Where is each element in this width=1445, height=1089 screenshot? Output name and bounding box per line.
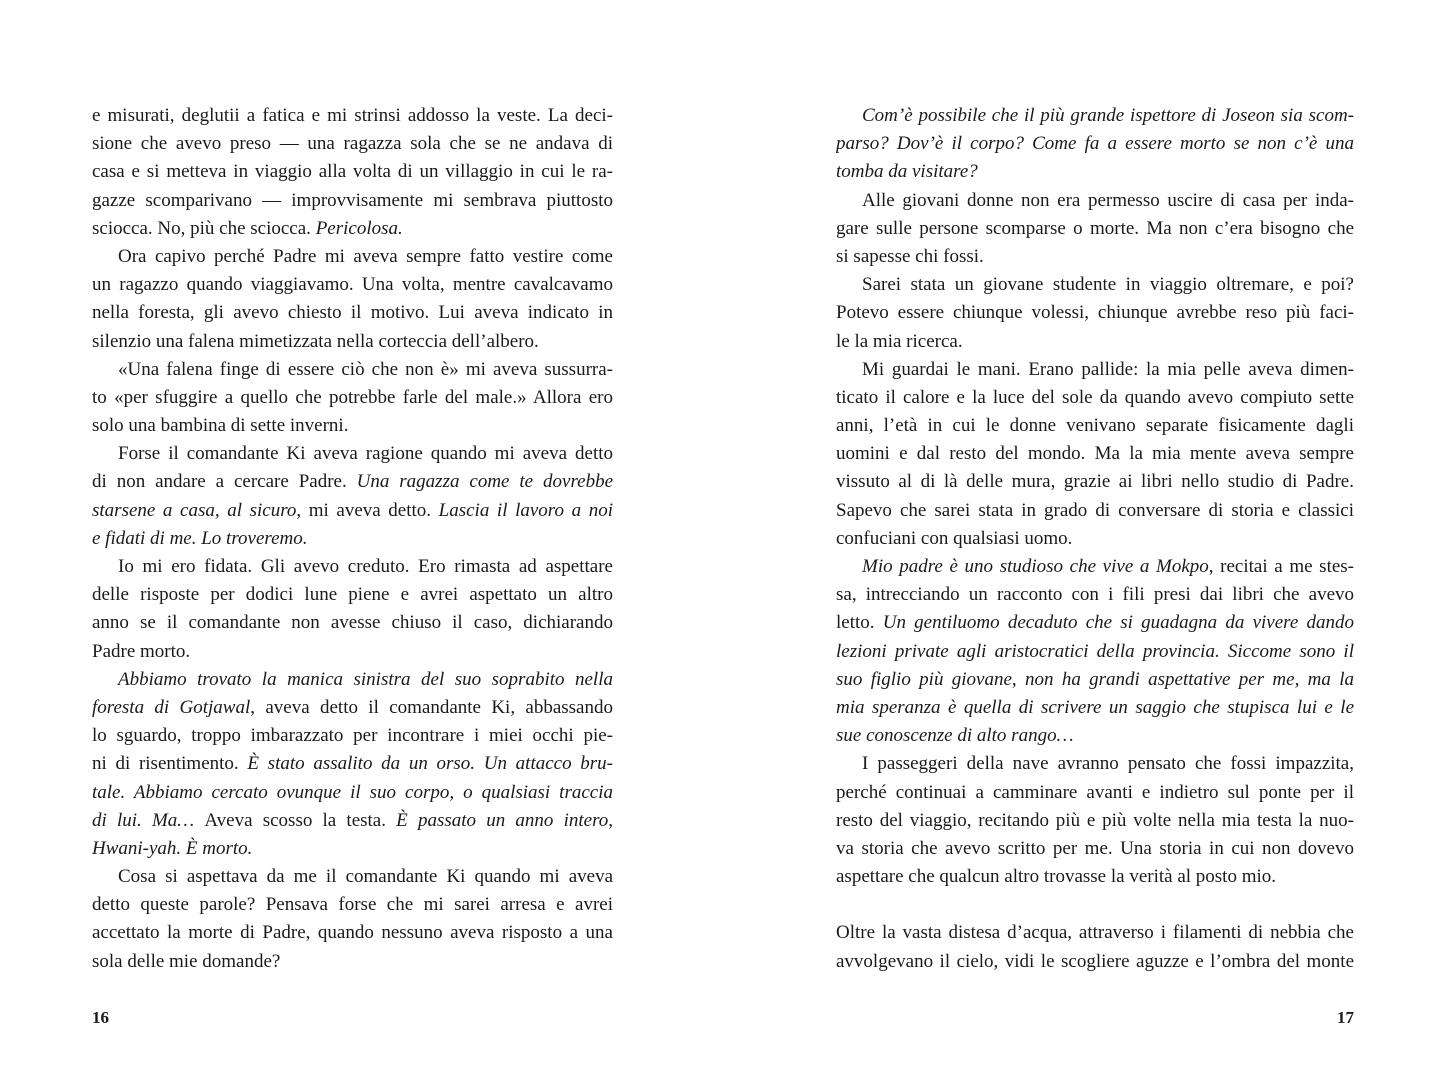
page-left-number: 16 [92,1008,109,1027]
italic-text-segment: parso? Dov’è il corpo? Come fa a essere morto se non c’è una [836,133,1354,155]
text-segment: si sapesse chi fossi. [836,245,984,267]
text-segment: Mi guardai le mani. Erano pallide: la mia pelle aveva dimen- [862,358,1354,380]
text-segment: gare sulle persone scomparse o morte. Ma non c’era bisogno che [836,217,1354,239]
text-segment: vissuto al di là delle mura, grazie ai libri nello studio di Padre. [836,471,1354,493]
text-line [92,666,613,694]
text-segment: , mi aveva detto. [296,499,439,521]
text-segment: silenzio una falena mimetizzata nella corteccia dell’albero. [92,330,539,352]
text-segment: Padre morto. [92,640,191,662]
text-segment: Forse il comandante Ki aveva ragione quando mi aveva detto [118,443,613,465]
italic-text-segment: Mio padre è uno studioso che vive a Mokpo [862,556,1209,577]
text-line [92,919,613,947]
text-line [92,863,613,891]
page-right-text-block [836,102,1354,976]
text-line [836,130,1354,158]
text-line [92,525,613,553]
text-segment: le la mia ricerca. [836,330,963,352]
text-segment: solo una bambina di sette inverni. [92,415,349,437]
text-segment: casa e si metteva in viaggio alla volta di un villaggio in cui le ra- [92,161,613,183]
text-line [836,468,1354,496]
text-line [836,779,1354,807]
text-line [836,497,1354,525]
text-segment: ni di risentimento. [92,753,248,775]
text-segment: aspettare che qualcun altro trovasse la verità al posto mio. [836,866,1277,888]
text-line [92,328,613,356]
text-line [92,609,613,637]
italic-text-segment: Un gentiluomo decaduto che si guadagna da vivere dando [882,612,1354,634]
italic-text-segment: Pericolosa. [315,217,403,239]
text-line [92,497,613,525]
italic-text-segment: sue conoscenze di alto rango… [836,725,1074,747]
text-segment: delle risposte per dodici lune piene e avrei aspettato un altro [92,584,613,606]
text-line [92,158,613,186]
text-segment: letto. [836,612,883,634]
text-line [836,243,1354,271]
italic-text-segment: lezioni private agli aristocratici della provincia. Siccome sono il [836,640,1354,662]
text-segment: Sarei stata un giovane studente in viaggio oltremare, e poi? [862,274,1354,296]
text-segment: lo sguardo, troppo imbarazzato per incontrare i miei occhi pie- [92,725,613,747]
text-segment: perché continuai a camminare avanti e indietro sul ponte per il [836,781,1354,803]
text-line [836,412,1354,440]
italic-text-segment: foresta di Gotjawal [92,696,251,718]
italic-text-segment: tomba da visitare? [836,161,978,183]
italic-text-segment: Com’è possibile che il più grande ispettore di Joseon sia scom- [862,105,1354,126]
text-segment: Sapevo che sarei stata in grado di conversare di storia e classici [836,499,1354,521]
text-line [836,807,1354,835]
text-segment: Aveva scosso la testa. [204,809,397,831]
text-line [92,130,613,158]
text-line [92,299,613,327]
text-segment: Cosa si aspettava da me il comandante Ki quando mi aveva [118,866,613,888]
italic-text-segment: mia speranza è quella di scrivere un saggio che stupisca lui e le [836,696,1354,718]
text-segment: Oltre la vasta distesa d’acqua, attraverso i filamenti di nebbia che [836,922,1354,944]
text-line [92,356,613,384]
text-line [92,553,613,581]
text-line [836,553,1354,581]
text-segment: anno se il comandante non avesse chiuso il caso, dichiarando [92,612,613,634]
text-line [836,299,1354,327]
text-line [836,638,1354,666]
text-line [836,948,1354,976]
text-segment: I passeggeri della nave avranno pensato che fossi impazzita, [862,753,1354,775]
page-right-number: 17 [1337,1008,1354,1027]
text-segment: sa, intrecciando un racconto con i fili presi dai libri che avevo [836,584,1354,606]
text-line [92,779,613,807]
text-line [92,215,613,243]
italic-text-segment: di lui. Ma… [92,809,205,831]
text-line [836,271,1354,299]
text-line [92,638,613,666]
text-line [92,102,613,130]
page-left-text-block [92,102,613,976]
text-segment: sola delle mie domande? [92,950,281,972]
text-line [92,750,613,778]
text-line [836,694,1354,722]
text-segment: un ragazzo quando viaggiavamo. Una volta, mentre cavalcavamo [92,274,613,296]
text-line [836,215,1354,243]
text-line [92,807,613,835]
italic-text-segment: tale. Abbiamo cercato ovunque il suo corpo, o qualsiasi traccia [92,781,613,803]
text-segment: detto queste parole? Pensava forse che mi sarei arresa e avrei [92,894,613,916]
text-line [836,158,1354,186]
text-segment: sciocca. No, più che sciocca. [92,217,316,239]
text-line [836,187,1354,215]
text-segment: resto del viaggio, recitando più e più volte nella mia testa la nuo- [836,809,1354,831]
text-segment: Io mi ero fidata. Gli avevo creduto. Ero rimasta ad aspettare [118,556,613,577]
text-segment: Potevo essere chiunque volessi, chiunque avrebbe reso più faci- [836,302,1354,324]
text-segment: confuciani con qualsiasi uomo. [836,527,1073,549]
text-segment: avvolgevano il cielo, vidi le scogliere aguzze e l’ombra del monte [836,950,1354,972]
text-segment: nella foresta, gli avevo chiesto il motivo. Lui aveva indicato in [92,302,613,324]
text-line [836,919,1354,947]
text-segment: e misurati, deglutii a fatica e mi strinsi addosso la veste. La deci- [92,105,613,126]
italic-text-segment: Lascia il lavoro a noi [438,499,613,521]
text-line [92,891,613,919]
text-line [836,835,1354,863]
italic-text-segment: Una ragazza come te dovrebbe [356,471,613,493]
text-line [836,863,1354,891]
text-line [836,750,1354,778]
text-line [92,271,613,299]
text-segment: anni, l’età in cui le donne venivano separate fisicamente dagli [836,415,1354,437]
text-segment: sione che avevo preso — una ragazza sola che se ne andava di [92,133,613,155]
text-line [92,581,613,609]
text-segment: «Una falena finge di essere ciò che non è» mi aveva sussurra- [118,358,613,380]
text-segment: va storia che avevo scritto per me. Una storia in cui non dovevo [836,837,1354,859]
text-segment: di non andare a cercare Padre. [92,471,357,493]
text-line [92,722,613,750]
text-line [836,384,1354,412]
italic-text-segment: Hwani-yah. È morto. [92,837,253,859]
text-line [836,525,1354,553]
text-line [92,412,613,440]
text-segment: , aveva detto il comandante Ki, abbassando [250,696,613,718]
text-line [836,581,1354,609]
italic-text-segment: starsene a casa, al sicuro [92,499,297,521]
text-line [92,243,613,271]
text-line [836,440,1354,468]
text-segment: Ora capivo perché Padre mi aveva sempre fatto vestire come [118,245,613,267]
text-line [836,356,1354,384]
blank-line [836,891,1354,919]
text-line [92,384,613,412]
text-line [92,468,613,496]
text-line [836,328,1354,356]
text-line [836,666,1354,694]
text-line [92,440,613,468]
italic-text-segment: e fidati di me. Lo troveremo. [92,527,308,549]
text-line [92,835,613,863]
text-segment: accettato la morte di Padre, quando nessuno aveva risposto a una [92,922,613,944]
text-line [92,694,613,722]
text-segment: ticato il calore e la luce del sole da quando avevo compiuto sette [836,386,1354,408]
italic-text-segment: Abbiamo trovato la manica sinistra del suo soprabito nella [118,668,613,690]
text-line [836,102,1354,130]
text-line [836,609,1354,637]
text-line [92,948,613,976]
italic-text-segment: È passato un anno intero, [396,809,613,831]
text-line [92,187,613,215]
text-line [836,722,1354,750]
text-segment: Alle giovani donne non era permesso uscire di casa per inda- [862,189,1354,211]
text-segment: to «per sfuggire a quello che potrebbe farle del male.» Allora ero [92,386,613,408]
text-segment: , recitai a me stes- [1208,556,1354,577]
italic-text-segment: suo figlio più giovane, non ha grandi aspettative per me, ma la [836,668,1354,690]
text-segment: uomini e dal resto del mondo. Ma la mia mente aveva sempre [836,443,1354,465]
italic-text-segment: È stato assalito da un orso. Un attacco bru- [247,753,613,775]
text-segment: gazze scomparivano — improvvisamente mi sembrava piuttosto [92,189,613,211]
